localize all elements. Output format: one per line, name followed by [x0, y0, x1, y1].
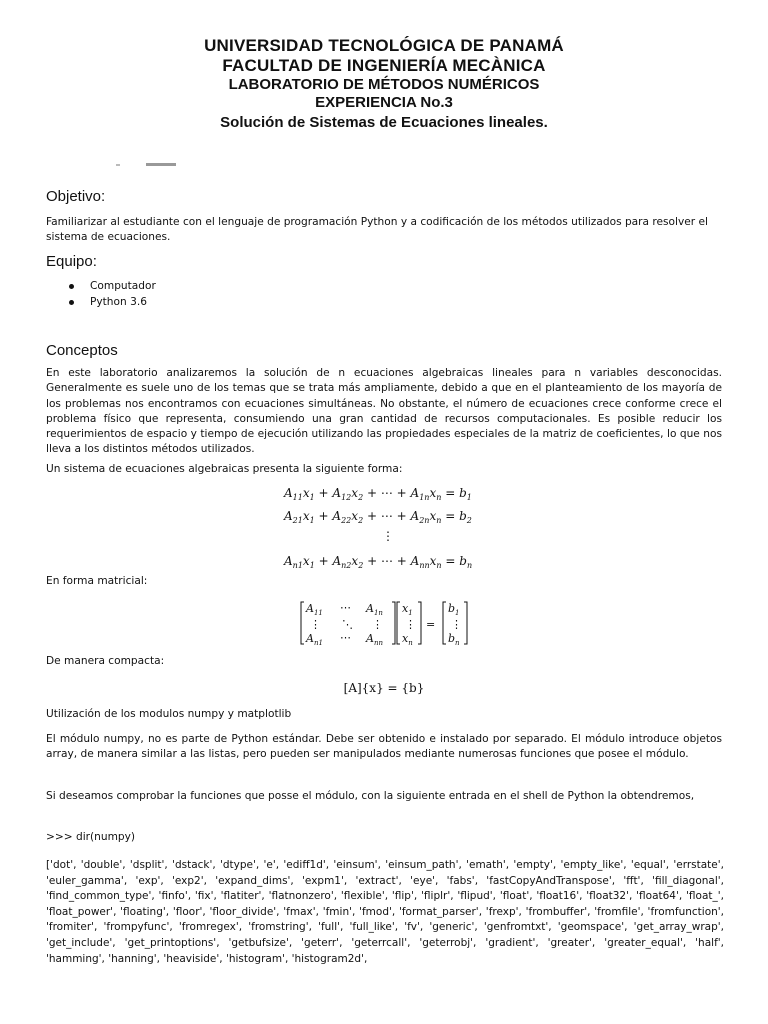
svg-text:xn: $x_n$ — [402, 632, 413, 646]
equipment-list — [62, 278, 156, 310]
university-title: UNIVERSIDAD TECNOLÓGICA DE PANAMÁ — [204, 36, 564, 55]
check-text: Si deseamos comprobar la funciones que posse el módulo, con la siguiente entrada en el shell de Python la obtendremos, — [46, 790, 695, 802]
compact-lead: De manera compacta: — [46, 655, 165, 667]
concepts-heading: Conceptos — [46, 342, 118, 359]
modules-lead: Utilización de los modulos numpy y matplotlib — [46, 708, 292, 720]
svg-text:Ann: $A_{nn}$ — [366, 632, 383, 646]
svg-text:=: = — [426, 618, 436, 631]
equation-system — [270, 482, 510, 570]
scan-smudge — [116, 162, 184, 168]
objective-text: Familiarizar al estudiante con el lenguaje de programación Python y a codificación de los métodos utilizados para resolver el sistema de ecuaciones. — [46, 216, 708, 244]
matrix-lead: En forma matricial: — [46, 575, 148, 587]
svg-text:⋮: ⋮ — [372, 618, 383, 631]
experience-title: EXPERIENCIA No.3 — [315, 94, 453, 111]
objective-heading: Objetivo: — [46, 188, 106, 205]
concepts-intro: En este laboratorio analizaremos la solución de n ecuaciones algebraicas lineales para n variables desconocidas. Generalmente es suele uno de los temas que se trata más ampliamente, debido a que en el planteamiento de los mayoría de los problemas nos encontramos con ecuaciones simultáneas. No obstante, el número de ecuaciones crece conforme crece el problema físico que representa, consumiendo una gran cantidad de recursos computacionales. Es posible reducir los requerimientos de espacio y tiempo de ejecución utilizando las propiedades especiales de la matriz de coeficientes, lo que nos lleva a los distintos métodos utilizados. — [46, 367, 722, 456]
svg-text:A11x1 + A12x2 + ⋯ + A1nxn = b1: $A_{11}x_1 + A_{12}x_2$ + ⋯ + $A_{1n}x_n = b_1$ — [284, 486, 472, 502]
svg-text:A11: $A_{11}$ — [306, 602, 323, 617]
svg-text:x1: $x_1$ — [402, 602, 413, 617]
svg-text:⋯: ⋯ — [340, 601, 351, 614]
svg-text:An1: $A_{n1}$ — [306, 632, 323, 646]
svg-text:⋮: ⋮ — [451, 618, 462, 631]
list-item: Python 3.6 — [62, 294, 156, 310]
svg-text:A1n: $A_{1n}$ — [366, 602, 383, 617]
numpy-text: El módulo numpy, no es parte de Python estándar. Debe ser obtenido e instalado por separado. El módulo introduce objetos array, de manera similar a las listas, pero pueden ser manipulados mediante numerosas funciones que posee el módulo. — [46, 733, 722, 761]
lab-title: LABORATORIO DE MÉTODOS NUMÉRICOS — [228, 76, 540, 93]
equipment-heading: Equipo: — [46, 253, 97, 270]
svg-text:⋮: ⋮ — [405, 618, 416, 631]
compact-equation: [A]{x} = {b} — [343, 681, 425, 695]
svg-text:⋱: ⋱ — [342, 618, 353, 631]
document-subtitle: Solución de Sistemas de Ecuaciones lineales. — [220, 114, 548, 131]
faculty-title: FACULTAD DE INGENIERÍA MECÀNICA — [222, 56, 546, 75]
svg-text:An1x1 + An2x2 + ⋯ + Annxn = bn: $A_{n1}x_1 + A_{n2}x_2$ + ⋯ + $A_{nn}x_n = b_n$ — [284, 554, 473, 570]
python-prompt: >>> dir(numpy) — [46, 831, 136, 843]
document-header — [0, 36, 768, 133]
system-lead: Un sistema de ecuaciones algebraicas presenta la siguiente forma: — [46, 463, 403, 475]
dir-output: ['dot', 'double', 'dsplit', 'dstack', 'dtype', 'e', 'ediff1d', 'einsum', 'einsum_path', 'emath', 'empty', 'empty_like', 'equal', 'errstate', 'euler_gamma', 'exp', 'exp2', 'expand_dims', 'expm1', 'extract', 'eye', 'fabs', 'fastCopyAndTranspose', 'fft', 'fill_diagonal', 'find_common_type', 'finfo', 'fix', 'flatiter', 'flatnonzero', 'flexible', 'flip', 'fliplr', 'flipud', 'float', 'float16', 'float32', 'float64', 'float_', 'float_power', 'floating', 'floor', 'floor_divide', 'fmax', 'fmin', 'fmod', 'format_parser', 'frexp', 'frombuffer', 'fromfile', 'fromfunction', 'fromiter', 'frompyfunc', 'fromregex', 'fromstring', 'full', 'full_like', 'fv', 'generic', 'genfromtxt', 'geomspace', 'get_array_wrap', 'get_include', 'get_printoptions', 'getbufsize', 'geterr', 'geterrcall', 'geterrobj', 'gradient', 'greater', 'greater_equal', 'half', 'hamming', 'hanning', 'heaviside', 'histogram', 'histogram2d', — [46, 859, 724, 965]
svg-text:A21x1 + A22x2 + ⋯ + A2nxn = b2: $A_{21}x_1 + A_{22}x_2$ + ⋯ + $A_{2n}x_n = b_2$ — [284, 509, 472, 525]
svg-text:bn: $b_n$ — [448, 632, 460, 646]
svg-text:⋮: ⋮ — [382, 529, 394, 543]
svg-text:⋯: ⋯ — [340, 631, 351, 644]
matrix-equation — [300, 600, 470, 646]
svg-text:⋮: ⋮ — [310, 618, 321, 631]
list-item: Computador — [62, 278, 156, 294]
svg-text:b1: $b_1$ — [448, 602, 460, 617]
